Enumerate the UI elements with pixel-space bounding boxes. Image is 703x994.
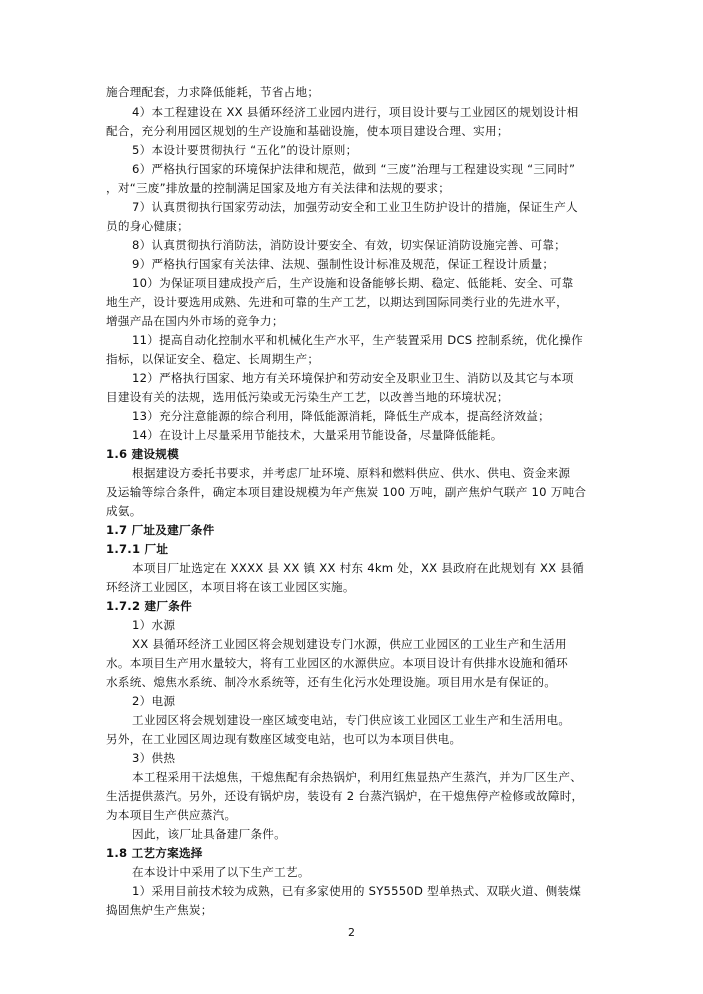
text-line: 11）提高自动化控制水平和机械化生产水平，生产装置采用 DCS 控制系统，优化操作 xyxy=(132,333,583,347)
subsection-heading: 1.7.2 建厂条件 xyxy=(106,599,192,613)
text-line: 目建设有关的法规，选用低污染或无污染生产工艺，以改善当地的环境状况； xyxy=(106,390,509,404)
text-line: 地生产，设计要选用成熟、先进和可靠的生产工艺，以期达到国际同类行业的先进水平， xyxy=(106,295,568,309)
text-line: 1）采用目前技术较为成熟，已有多家使用的 SY5550D 型单热式、双联火道、侧装煤 xyxy=(132,884,582,898)
text-line: 员的身心健康； xyxy=(106,219,189,233)
text-line: 为本项目生产供应蒸汽。 xyxy=(106,808,237,822)
text-line: 8）认真贯彻执行消防法，消防设计要安全、有效，切实保证消防设施完善、可靠； xyxy=(132,238,567,252)
text-line: 4）本工程建设在 XX 县循环经济工业园内进行，项目设计要与工业园区的规划设计相 xyxy=(132,105,579,119)
text-line: 成氨。 xyxy=(106,504,142,518)
text-line: ，对“三废”排放量的控制满足国家及地方有关法律和法规的要求； xyxy=(106,181,451,195)
list-label: 1）水源 xyxy=(132,618,176,632)
section-heading: 1.8 工艺方案选择 xyxy=(106,846,203,860)
section-heading: 1.6 建设规模 xyxy=(106,447,179,461)
text-line: 14）在设计上尽量采用节能技术，大量采用节能设备，尽量降低能耗。 xyxy=(132,428,503,442)
text-line: 施合理配套，力求降低能耗，节省占地； xyxy=(106,85,320,99)
text-line: 10）为保证项目建成投产后，生产设施和设备能够长期、稳定、低能耗、安全、可靠 xyxy=(132,276,574,290)
text-line: 及运输等综合条件，确定本项目建设规模为年产焦炭 100 万吨，副产焦炉气联产 10 万吨合 xyxy=(106,485,587,499)
text-line: 增强产品在国内外市场的竞争力； xyxy=(106,314,284,328)
text-line: 本项目厂址选定在 XXXX 县 XX 镇 XX 村东 4km 处，XX 县政府在此规划有 XX 县循 xyxy=(132,561,584,575)
list-label: 3）供热 xyxy=(132,751,176,765)
text-line: 根据建设方委托书要求，并考虑厂址环境、原料和燃料供应、供水、供电、资金来源 xyxy=(132,466,571,480)
text-line: 另外，在工业园区周边现有数座区域变电站，也可以为本项目供电。 xyxy=(106,732,462,746)
page-number: 2 xyxy=(348,926,355,939)
text-line: 5）本设计要贯彻执行 “五化”的设计原则； xyxy=(132,143,358,157)
section-heading: 1.7 厂址及建厂条件 xyxy=(106,523,215,537)
text-line: 水。本项目生产用水量较大，将有工业园区的水源供应。本项目设计有供排水设施和循环 xyxy=(106,656,568,670)
text-line: 在本设计中采用了以下生产工艺。 xyxy=(132,865,310,879)
text-line: 工业园区将会规划建设一座区域变电站，专门供应该工业园区工业生产和生活用电。 xyxy=(132,713,571,727)
text-line: 配合，充分利用园区规划的生产设施和基础设施，使本项目建设合理、实用； xyxy=(106,124,509,138)
text-line: 12）严格执行国家、地方有关环境保护和劳动安全及职业卫生、消防以及其它与本项 xyxy=(132,371,574,385)
text-line: 13）充分注意能源的综合利用，降低能源消耗，降低生产成本，提高经济效益； xyxy=(132,409,550,423)
text-line: 本工程采用干法熄焦，干熄焦配有余热锅炉，利用红焦显热产生蒸汽，并为厂区生产、 xyxy=(132,770,583,784)
text-line: 捣固焦炉生产焦炭； xyxy=(106,903,213,917)
text-line: 生活提供蒸汽。另外，还设有锅炉房，装设有 2 台蒸汽锅炉，在干熄焦停产检修或故障时， xyxy=(106,789,584,803)
list-label: 2）电源 xyxy=(132,694,176,708)
text-line: 环经济工业园区，本项目将在该工业园区实施。 xyxy=(106,580,355,594)
text-line: 6）严格执行国家的环境保护法律和规范，做到 “三废”治理与工程建设实现 “三同时” xyxy=(132,162,576,176)
text-line: 9）严格执行国家有关法律、法规、强制性设计标准及规范，保证工程设计质量； xyxy=(132,257,555,271)
text-line: 指标，以保证安全、稳定、长周期生产； xyxy=(106,352,320,366)
subsection-heading: 1.7.1 厂址 xyxy=(106,542,169,556)
text-line: 7）认真贯彻执行国家劳动法，加强劳动安全和工业卫生防护设计的措施，保证生产人 xyxy=(132,200,578,214)
text-line: 因此，该厂址具备建厂条件。 xyxy=(132,827,286,841)
text-line: 水系统、熄焦水系统、制冷水系统等，还有生化污水处理设施。项目用水是有保证的。 xyxy=(106,675,557,689)
text-line: XX 县循环经济工业园区将会规划建设专门水源，供应工业园区的工业生产和生活用 xyxy=(132,637,567,651)
